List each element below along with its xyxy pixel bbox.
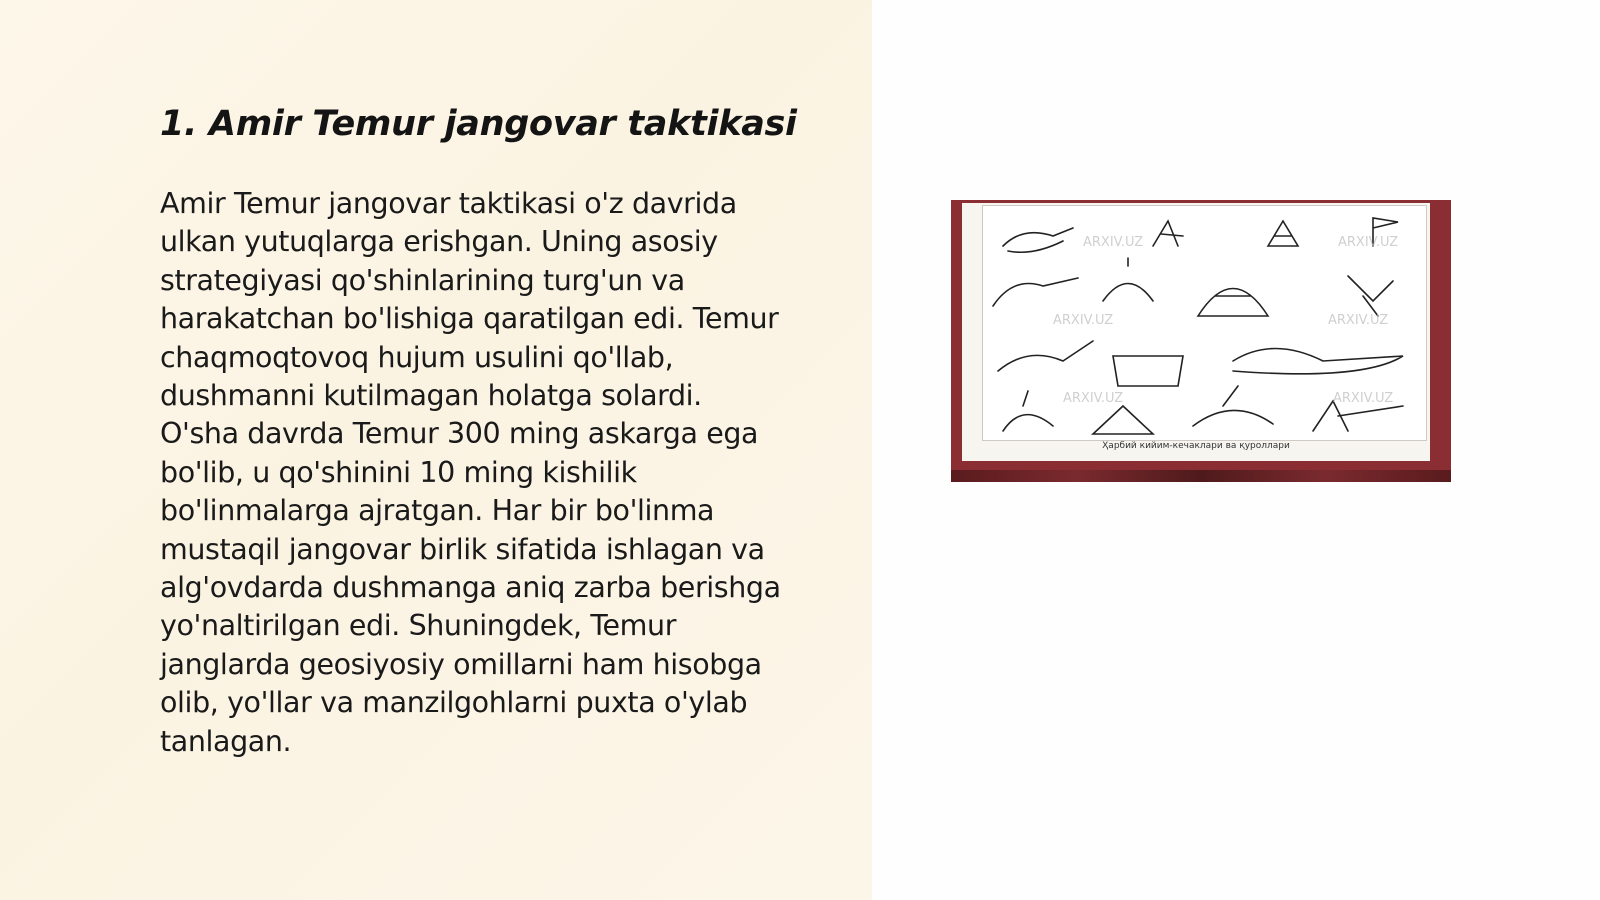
slide-title: 1. Amir Temur jangovar taktikasi	[160, 104, 797, 144]
sketch-helmet	[1103, 258, 1153, 301]
sketch-archer	[1153, 221, 1183, 246]
illustration-mat	[962, 203, 1430, 461]
sketch-spearman	[998, 341, 1093, 371]
watermark-text: ARXIV.UZ	[1328, 313, 1389, 328]
body-line: dushmanni kutilmagan holatga solardi.	[160, 379, 702, 413]
watermark-text: ARXIV.UZ	[1063, 391, 1124, 406]
watermark-text: ARXIV.UZ	[1083, 235, 1144, 250]
body-line: harakatchan bo'lishiga qaratilgan edi. Temur	[160, 302, 779, 336]
watermark-text: ARXIV.UZ	[1333, 391, 1394, 406]
body-line: strategiyasi qo'shinlarining turg'un va	[160, 263, 685, 297]
illustration-caption: Ҳарбий кийим-кечаклари ва қуроллари	[1102, 441, 1290, 451]
slide-body	[160, 185, 840, 761]
sketch-bow	[993, 278, 1078, 306]
body-line: O'sha davrda Temur 300 ming askarga ega	[160, 417, 759, 451]
body-line: mustaqil jangovar birlik sifatida ishlagan va	[160, 532, 765, 566]
body-line: bo'linmalarga ajratgan. Har bir bo'linma	[160, 494, 715, 528]
body-line: tanlagan.	[160, 724, 292, 758]
sketch-warrior	[1348, 276, 1393, 316]
watermark-text: ARXIV.UZ	[1338, 235, 1399, 250]
sketch-mail-helmet	[1198, 289, 1268, 317]
sketch-saber	[1233, 349, 1403, 374]
armor-sketches-image	[983, 206, 1426, 440]
body-line: chaqmoqtovoq hujum usulini qo'llab,	[160, 340, 674, 374]
sketch-armor	[1113, 356, 1183, 386]
body-line: alg'ovdarda dushmanga aniq zarba berishga	[160, 571, 781, 605]
sketch-soldier	[1003, 391, 1053, 431]
watermark-text: ARXIV.UZ	[1053, 313, 1114, 328]
body-line: yo'naltirilgan edi. Shuningdek, Temur	[160, 609, 677, 643]
illustration-plate	[982, 205, 1427, 441]
body-line: ulkan yutuqlarga erishgan. Uning asosiy	[160, 225, 718, 259]
body-line: janglarda geosiyosiy omillarni ham hisobga	[160, 647, 762, 681]
weapons-illustration	[951, 200, 1451, 482]
sketch-horseman	[1193, 386, 1273, 426]
sketch-crossbow	[1003, 228, 1073, 252]
sketch-tent	[1268, 221, 1298, 246]
body-line: bo'lib, u qo'shinini 10 ming kishilik	[160, 455, 637, 489]
illustration-frame-bottom	[951, 470, 1451, 482]
body-line: Amir Temur jangovar taktikasi o'z davrida	[160, 187, 737, 220]
body-line: olib, yo'llar va manzilgohlarni puxta o'ylab	[160, 686, 748, 720]
sketch-shield	[1093, 406, 1153, 434]
